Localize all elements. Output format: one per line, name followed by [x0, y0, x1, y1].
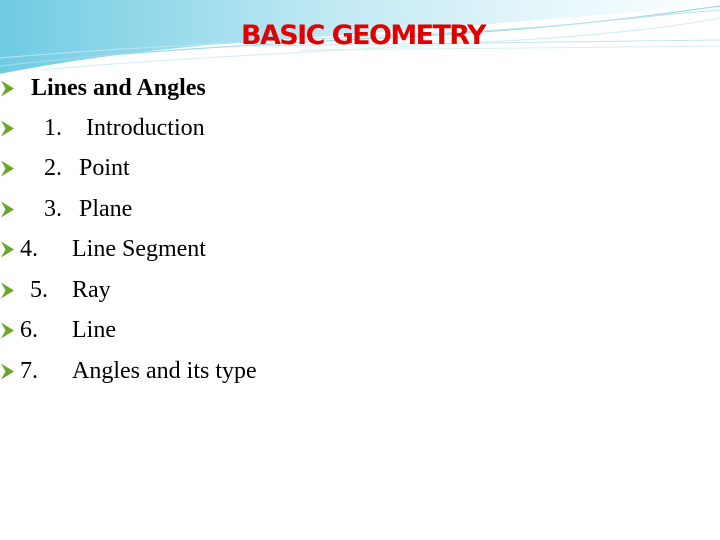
arrow-bullet-icon	[0, 322, 15, 339]
list-item	[0, 355, 720, 387]
list-item	[0, 274, 720, 306]
list-item-text: Plane	[79, 196, 133, 222]
list-item-number: 2.	[44, 155, 62, 181]
arrow-bullet-icon	[0, 282, 15, 299]
list-item-number: 5.	[30, 277, 48, 303]
arrow-bullet-icon	[0, 363, 15, 380]
arrow-bullet-icon	[0, 241, 15, 258]
list-item-text: Line Segment	[72, 236, 206, 262]
list-item-number: 4.	[20, 236, 38, 262]
arrow-bullet-icon	[0, 201, 15, 218]
list-item	[0, 112, 720, 144]
list-item-number: 6.	[20, 317, 38, 343]
arrow-bullet-icon	[0, 160, 15, 177]
list-item	[0, 72, 720, 104]
list-item-number: 7.	[20, 358, 38, 384]
arrow-bullet-icon	[0, 120, 15, 137]
list-item	[0, 193, 720, 225]
list-item-number: 3.	[44, 196, 62, 222]
arrow-bullet-icon	[0, 80, 15, 97]
list-item-text: Ray	[72, 277, 111, 303]
list-item	[0, 152, 720, 184]
list-item-number: 1.	[44, 115, 62, 141]
list-item-text: Point	[79, 155, 130, 181]
list-item-text: Line	[72, 317, 116, 343]
list-item-text: Lines and Angles	[31, 75, 206, 101]
list-item	[0, 233, 720, 265]
slide-title: BASIC GEOMETRY	[241, 20, 485, 51]
list-item-text: Introduction	[86, 115, 205, 141]
list-item-text: Angles and its type	[72, 358, 257, 384]
list-item	[0, 314, 720, 346]
